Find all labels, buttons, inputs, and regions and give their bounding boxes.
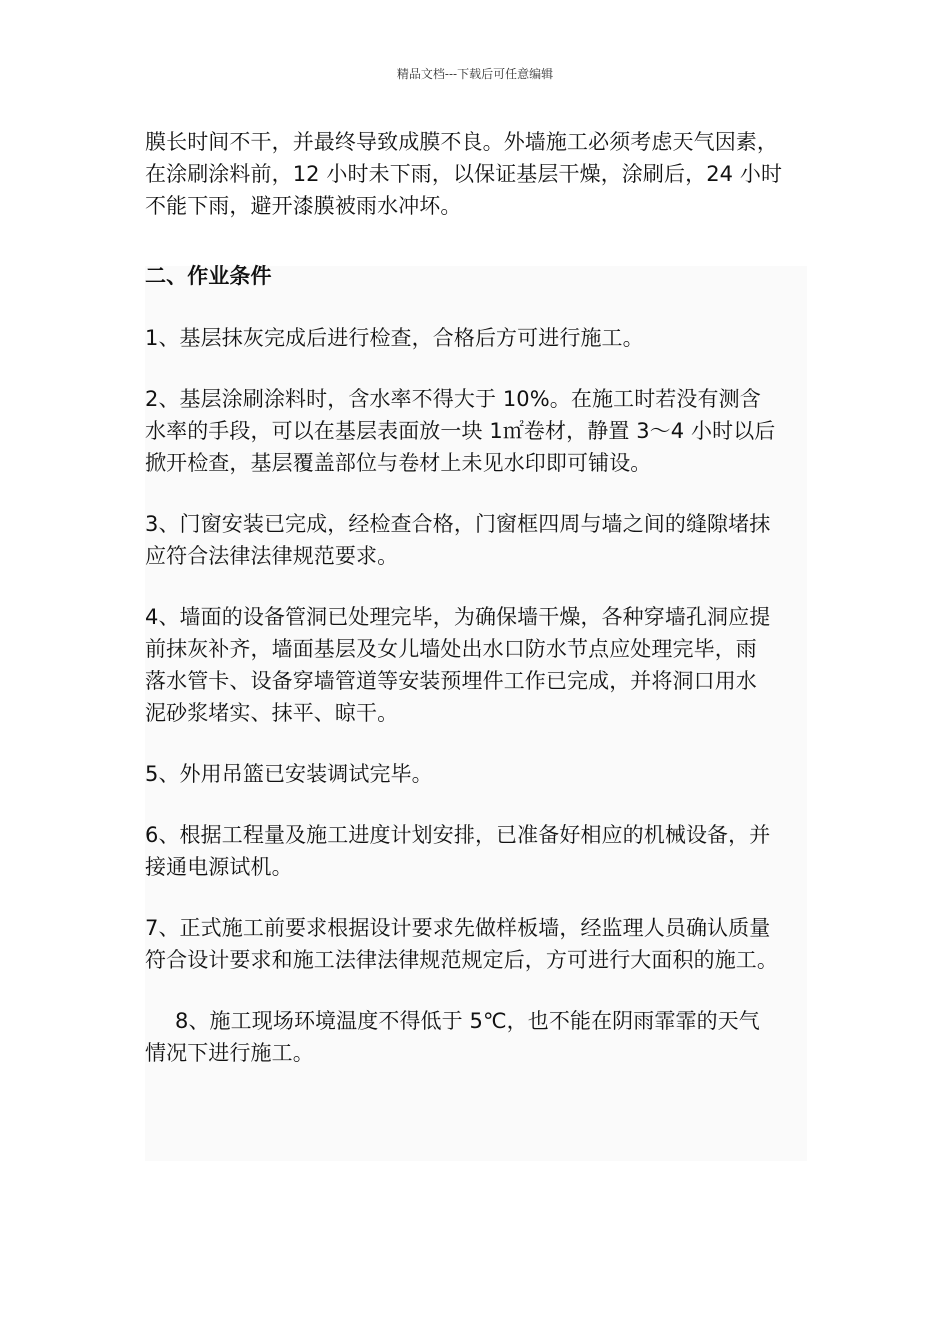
section-heading: 二、作业条件 [145,264,272,288]
item-line: 2、基层涂刷涂料时，含水率不得大于 10%。在施工时若没有测含 [145,387,761,411]
item-line: 3、门窗安装已完成，经检查合格，门窗框四周与墙之间的缝隙堵抹 [145,512,771,536]
intro-paragraph [145,126,807,222]
item-line: 符合设计要求和施工法律法律规范规定后，方可进行大面积的施工。 [145,948,778,972]
item-line: 5、外用吊篮已安装调试完毕。 [145,762,433,786]
intro-line: 不能下雨，避开漆膜被雨水冲坏。 [145,194,462,218]
condition-item-2 [145,383,807,479]
condition-item-6 [145,819,807,883]
item-line: 泥砂浆堵实、抹平、晾干。 [145,701,399,725]
item-line: 8、施工现场环境温度不得低于 5℃，也不能在阴雨霏霏的天气 [175,1009,760,1033]
condition-item-7 [145,912,807,976]
condition-item-8 [145,1005,807,1069]
item-line: 前抹灰补齐，墙面基层及女儿墙处出水口防水节点应处理完毕，雨 [145,637,757,661]
item-line: 1、基层抹灰完成后进行检查，合格后方可进行施工。 [145,326,644,350]
item-line: 应符合法律法律规范要求。 [145,544,399,568]
condition-item-4 [145,601,807,729]
intro-line: 在涂刷涂料前，12 小时未下雨，以保证基层干燥，涂刷后，24 小时 [145,162,783,186]
condition-item-5 [145,758,807,790]
page-header: 精品文档---下载后可任意编辑 [396,67,554,81]
item-line: 掀开检查，基层覆盖部位与卷材上未见水印即可铺设。 [145,451,652,475]
item-line: 情况下进行施工。 [145,1041,314,1065]
item-line: 落水管卡、设备穿墙管道等安装预埋件工作已完成，并将洞口用水 [145,669,757,693]
item-line: 7、正式施工前要求根据设计要求先做样板墙，经监理人员确认质量 [145,916,771,940]
item-line: 水率的手段，可以在基层表面放一块 1㎡卷材，静置 3～4 小时以后 [145,419,776,443]
condition-item-3 [145,508,807,572]
item-line: 4、墙面的设备管洞已处理完毕，为确保墙干燥，各种穿墙孔洞应提 [145,605,771,629]
item-line: 6、根据工程量及施工进度计划安排，已准备好相应的机械设备，并 [145,823,771,847]
document-body [145,126,807,1098]
intro-line: 膜长时间不干，并最终导致成膜不良。外墙施工必须考虑天气因素， [145,130,778,154]
item-line: 接通电源试机。 [145,855,293,879]
condition-item-1 [145,322,807,354]
